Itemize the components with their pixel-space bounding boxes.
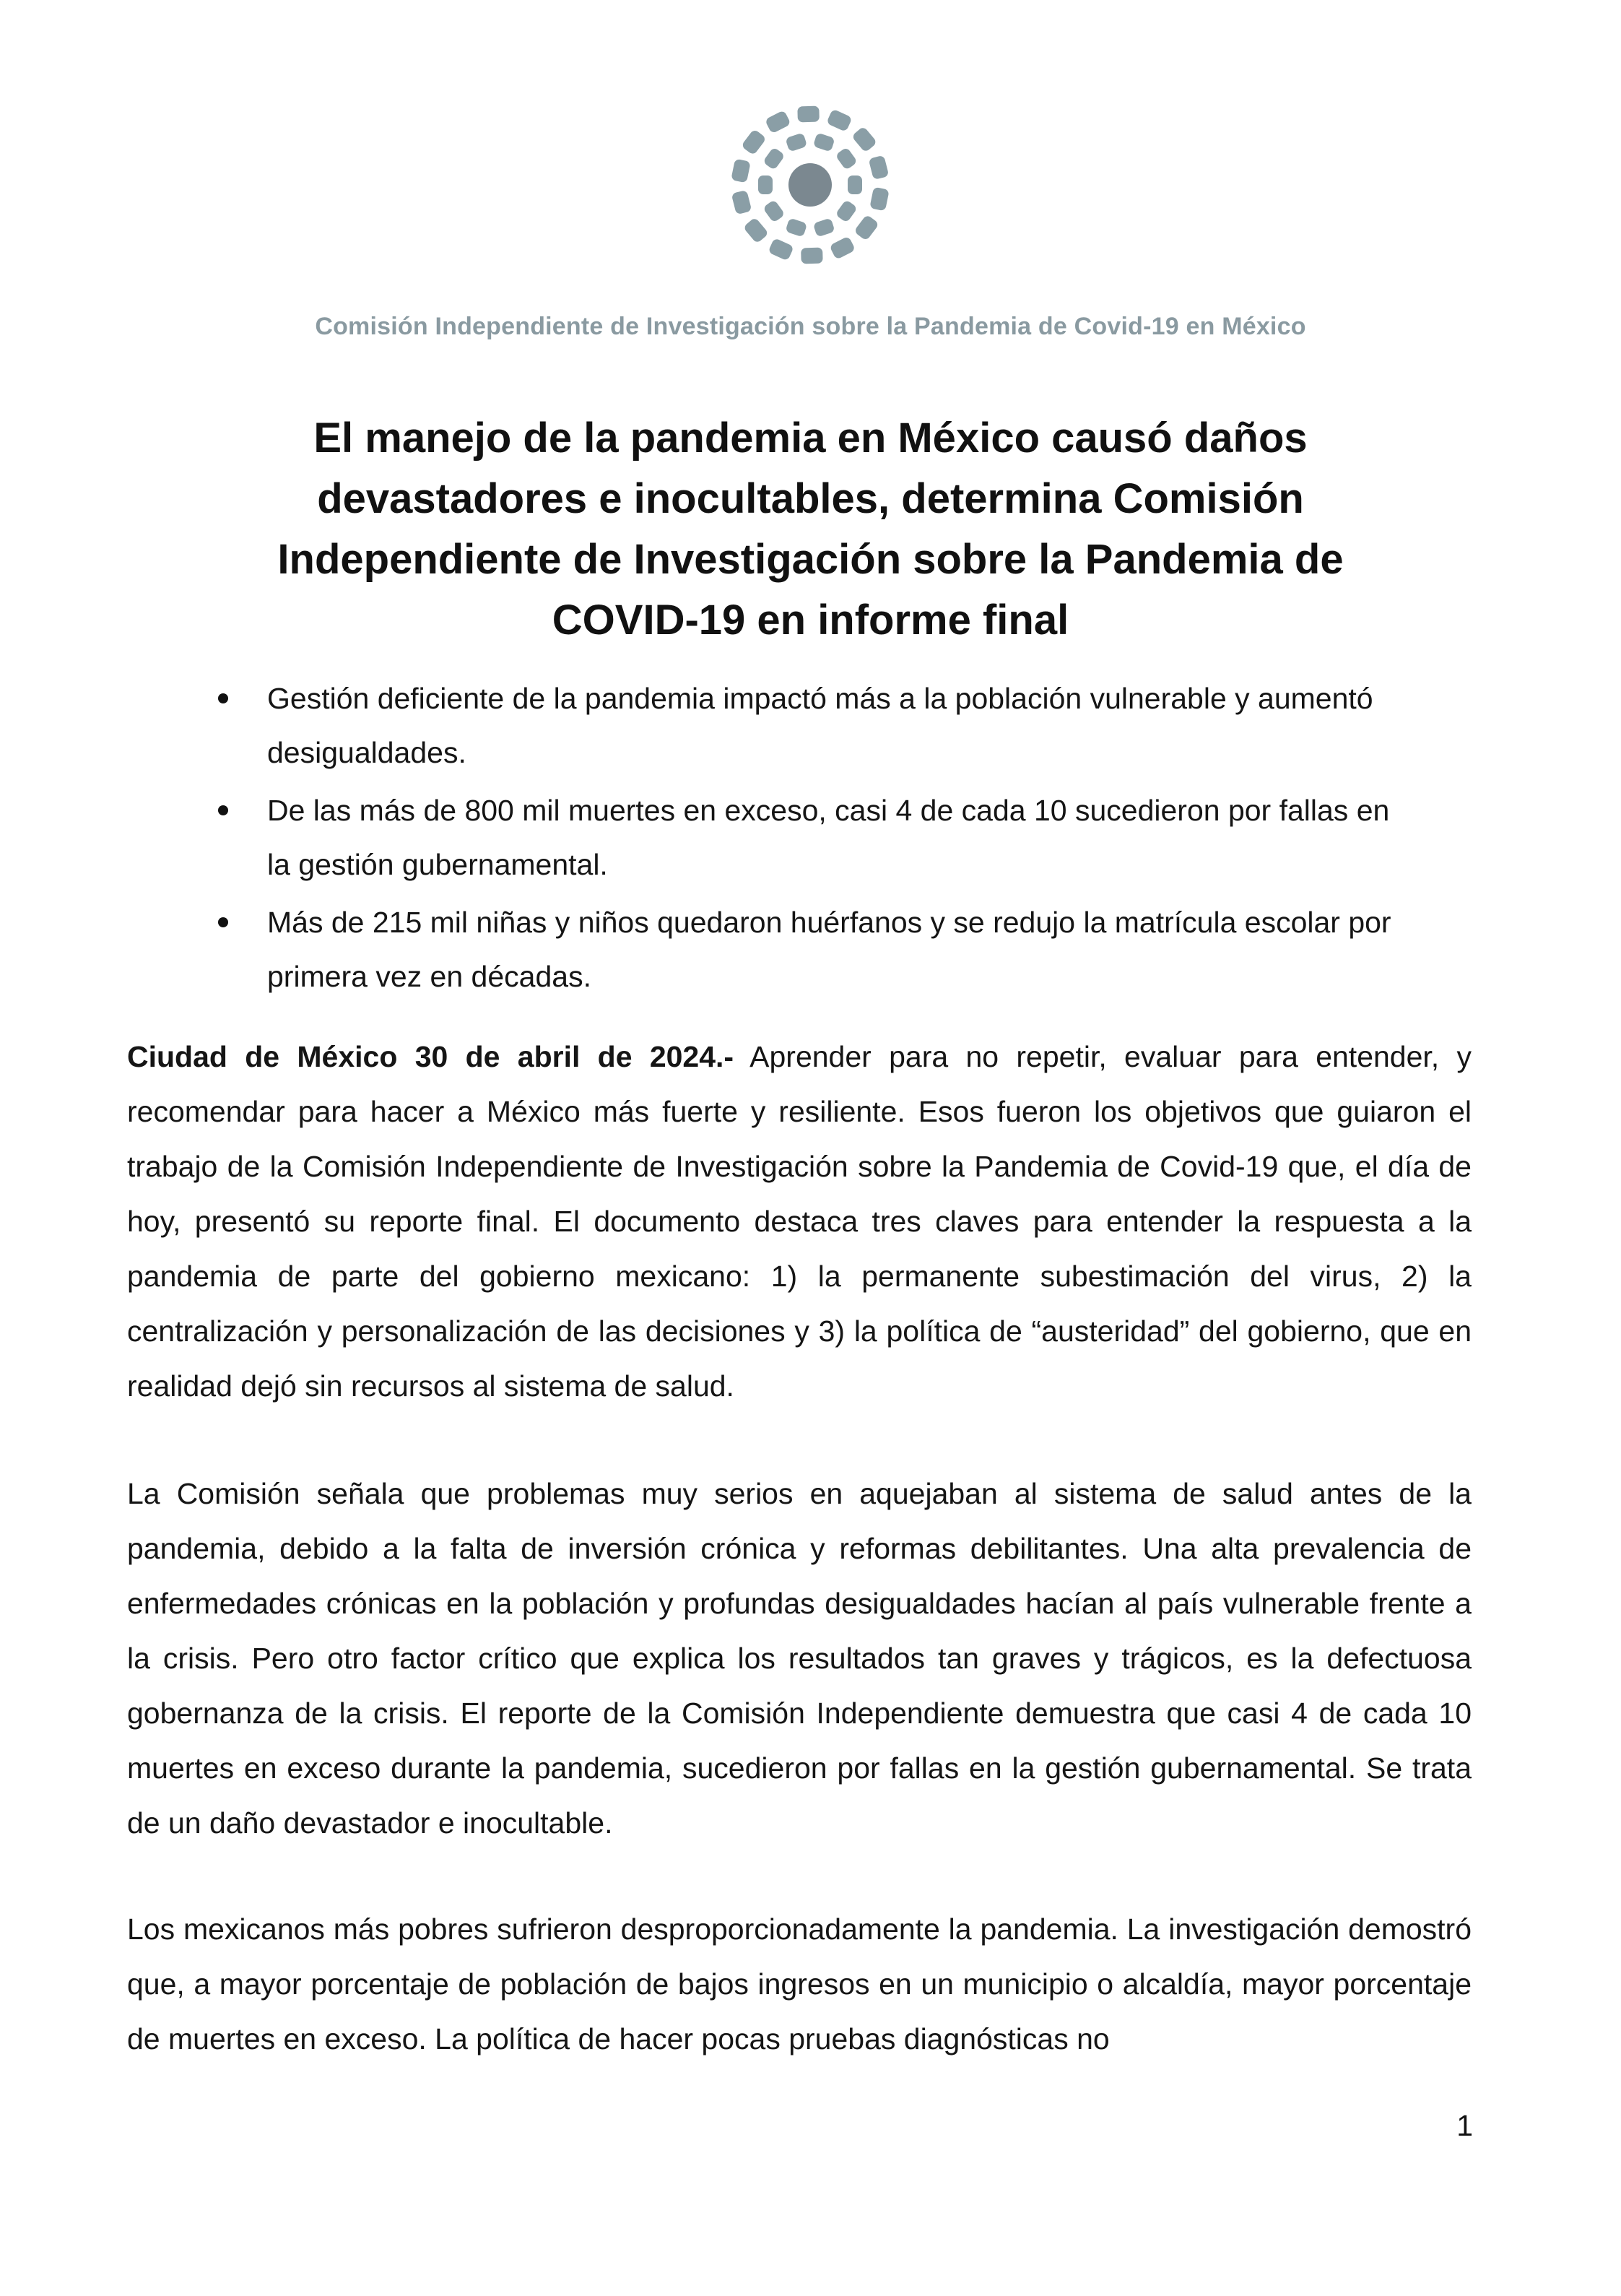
key-findings-list	[209, 672, 1408, 1008]
logo-segment	[785, 217, 807, 237]
logo-segment	[813, 217, 835, 237]
logo-segment	[851, 126, 877, 152]
logo-segment	[762, 199, 785, 223]
dateline: Ciudad de México 30 de abril de 2024.-	[127, 1040, 734, 1073]
logo-segment	[731, 190, 752, 215]
logo-segment	[797, 106, 820, 123]
paragraph-text: Aprender para no repetir, evaluar para entender, y recomendar para hacer a México más fuerte y resiliente. Esos fueron los objetivos que guiaron el trabajo de la Comisión Independiente de Investigación sobre la Pandemia de Covid-19 que, el día de hoy, presentó su reporte final. El documento destaca tres claves para entender la respuesta a la pandemia de parte del gobierno mexicano: 1) la permanente subestimación del virus, 2) la centralización y personalización de las decisiones y 3) la política de “austeridad” del gobierno, que en realidad dejó sin recursos al sistema de salud.	[127, 1040, 1472, 1403]
logo-segment	[835, 147, 857, 170]
logo-segment	[813, 132, 835, 152]
logo-segment	[758, 176, 773, 194]
logo-segment	[765, 110, 791, 134]
logo-segment	[762, 147, 785, 170]
list-item-text: Gestión deficiente de la pandemia impactó más a la población vulnerable y aumentó desigualdades.	[267, 682, 1373, 769]
logo-segment	[743, 217, 769, 243]
bullet-icon	[218, 805, 228, 815]
body-paragraph: Los mexicanos más pobres sufrieron desproporcionadamente la pandemia. La investigación demostró que, a mayor porcentaje de población de bajos ingresos en un municipio o alcaldía, mayor porcentaje de muertes en exceso. La política de hacer pocas pruebas diagnósticas no	[127, 1912, 1472, 2055]
list-item	[209, 672, 1408, 780]
logo-segment	[829, 236, 856, 260]
logo-segment	[848, 176, 862, 194]
list-item	[209, 784, 1408, 892]
page-title: El manejo de la pandemia en México causó daños devastadores e inocultables, determina Comisión Independiente de Investigación sobre la Pandemia de COVID-19 en informe final	[277, 415, 1344, 644]
list-item-text: Más de 215 mil niñas y niños quedaron huérfanos y se redujo la matrícula escolar por primera vez en décadas.	[267, 906, 1391, 993]
list-item-text: De las más de 800 mil muertes en exceso, casi 4 de cada 10 sucedieron por fallas en la gestión gubernamental.	[267, 794, 1390, 881]
bullet-icon	[218, 693, 228, 703]
logo-segment	[869, 187, 890, 212]
list-item	[209, 896, 1408, 1004]
logo-segment	[835, 199, 857, 223]
logo-center-dot	[788, 163, 832, 207]
commission-logo-icon	[723, 98, 897, 272]
logo-segment	[801, 248, 823, 264]
page-number: 1	[1456, 2109, 1473, 2142]
body-paragraph: La Comisión señala que problemas muy serios en aquejaban al sistema de salud antes de la pandemia, debido a la falta de inversión crónica y reformas debilitantes. Una alta prevalencia de enfermedades crónicas en la población y profundas desigualdades hacían al país vulnerable frente a la crisis. Pero otro factor crítico que explica los resultados tan graves y trágicos, es la defectuosa gobernanza de la crisis. El reporte de la Comisión Independiente demuestra que casi 4 de cada 10 muertes en exceso durante la pandemia, sucedieron por fallas en la gestión gubernamental. Se trata de un daño devastador e inocultable.	[127, 1477, 1472, 1840]
organization-name: Comisión Independiente de Investigación sobre la Pandemia de Covid-19 en México	[315, 313, 1306, 340]
logo-segment	[853, 215, 879, 241]
logo-segment	[731, 159, 751, 183]
body-paragraph	[127, 1029, 1472, 1413]
logo-segment	[741, 129, 767, 155]
logo-segment	[869, 155, 890, 181]
logo-segment	[785, 132, 807, 152]
logo-segment	[768, 238, 794, 261]
bullet-icon	[218, 917, 228, 927]
logo-segment	[826, 109, 852, 132]
